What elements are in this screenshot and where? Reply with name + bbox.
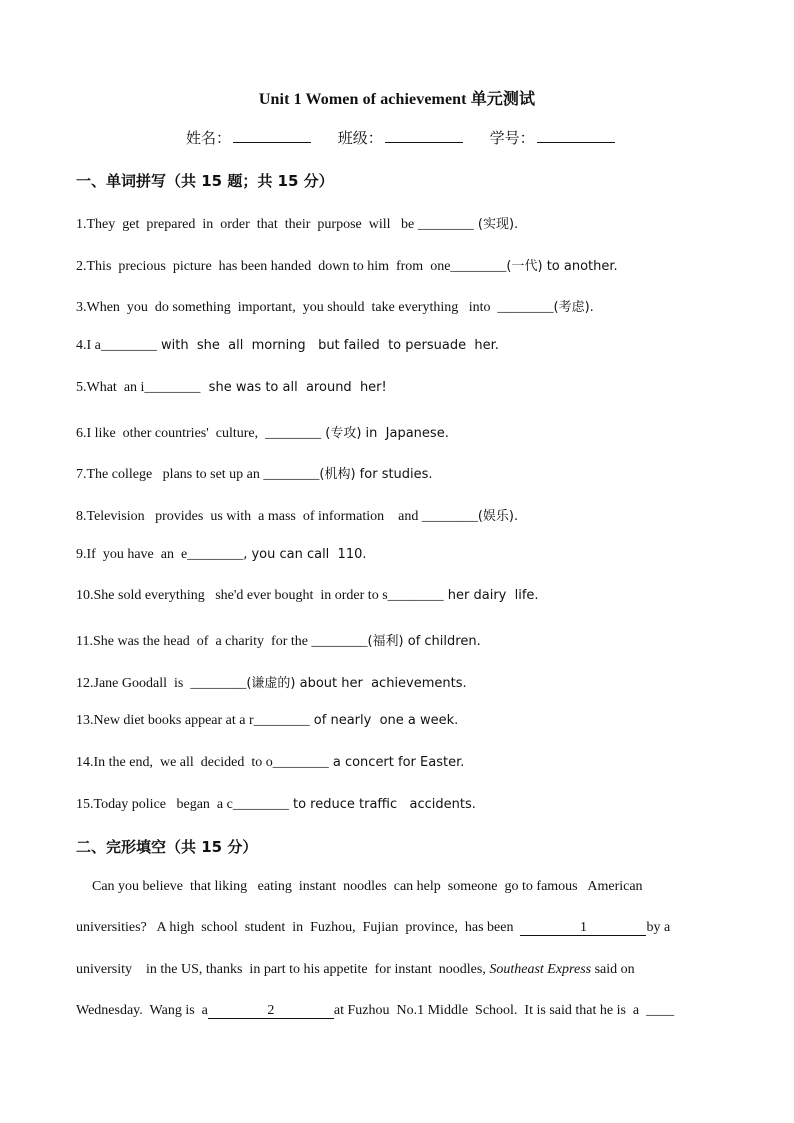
question-text: 15.Today police began a c <box>76 797 233 812</box>
passage-text: at Fuzhou No.1 Middle School. It is said that he is a ____ <box>333 1003 675 1018</box>
cloze-blank-1[interactable]: 1 <box>520 921 646 936</box>
answer-blank[interactable]: ________ <box>187 547 244 562</box>
answer-blank[interactable]: ________ <box>253 713 310 728</box>
question-text: 10.She sold everything she'd ever bought in order to s <box>76 588 388 603</box>
answer-blank[interactable]: ________ <box>265 426 322 441</box>
question-text: 8.Television provides us with a mass of information and <box>76 509 422 524</box>
id-label: 学号： <box>489 129 535 147</box>
question-text: 2.This precious picture has been handed down to him from one <box>76 259 451 274</box>
id-field[interactable] <box>490 127 615 148</box>
question-item <box>76 797 476 813</box>
class-label: 班级： <box>337 129 383 147</box>
question-hint: (娱乐). <box>477 509 519 524</box>
question-text: 3.When you do something important, you should take everything into <box>76 300 498 315</box>
question-item <box>76 630 481 650</box>
question-hint: of nearly one a week. <box>309 713 459 728</box>
question-item <box>76 672 467 692</box>
passage-text: Wednesday. Wang is a <box>76 1003 208 1018</box>
question-hint: with she all morning but failed to persuade her. <box>156 338 499 353</box>
question-hint: (机构) for studies. <box>319 467 433 482</box>
answer-blank[interactable]: ________ <box>421 509 478 524</box>
answer-blank[interactable]: ________ <box>272 755 329 770</box>
question-text: 6.I like other countries' culture, <box>76 426 266 441</box>
question-hint: (谦虚的) about her achievements. <box>246 676 467 691</box>
answer-blank[interactable]: ________ <box>450 259 507 274</box>
question-item <box>76 380 387 396</box>
passage-text: said on <box>591 962 635 977</box>
cloze-blank-2[interactable]: 2 <box>208 1004 334 1019</box>
section1-heading: 一、单词拼写（共 15 题；共 15 分） <box>76 172 334 190</box>
question-item <box>76 213 518 233</box>
question-item <box>76 713 458 729</box>
answer-blank[interactable]: ________ <box>311 634 368 649</box>
passage-line-1: Can you believe that liking eating instant noodles can help someone go to famous American <box>92 879 643 894</box>
question-item <box>76 588 539 604</box>
question-text: 1.They get prepared in order that their purpose will be <box>76 217 418 232</box>
answer-blank[interactable]: ________ <box>497 300 554 315</box>
question-text: 11.She was the head of a charity for the <box>76 634 312 649</box>
answer-blank[interactable]: ________ <box>190 676 247 691</box>
question-hint: (考虑). <box>553 300 594 315</box>
page-title: Unit 1 Women of achievement 单元测试 <box>258 91 536 108</box>
question-text: 13.New diet books appear at a r <box>76 713 254 728</box>
question-item <box>76 296 594 316</box>
question-text: 7.The college plans to set up an <box>76 467 264 482</box>
id-blank[interactable] <box>537 128 615 143</box>
name-blank[interactable] <box>233 128 311 143</box>
name-field[interactable] <box>186 127 311 148</box>
question-hint: a concert for Easter. <box>328 755 465 770</box>
passage-line-3 <box>76 962 718 978</box>
question-text: 14.In the end, we all decided to o <box>76 755 273 770</box>
answer-blank[interactable]: ________ <box>144 380 201 395</box>
question-hint: (实现). <box>473 217 519 232</box>
question-text: 12.Jane Goodall is <box>76 676 191 691</box>
question-text: 9.If you have an e <box>76 547 188 562</box>
question-item <box>76 255 618 275</box>
passage-line-2 <box>76 920 718 936</box>
question-hint: (专攻) in Japanese. <box>321 426 449 441</box>
answer-blank[interactable]: ________ <box>263 467 320 482</box>
answer-blank[interactable]: ________ <box>417 217 474 232</box>
question-item <box>76 755 464 771</box>
question-item <box>76 338 499 354</box>
passage-text: university in the US, thanks in part to his appetite for instant noodles, <box>76 962 490 977</box>
question-item <box>76 422 449 442</box>
question-hint: to reduce traffic accidents. <box>288 797 476 812</box>
question-item <box>76 463 433 483</box>
answer-blank[interactable]: ________ <box>100 338 157 353</box>
question-hint: , you can call 110. <box>243 547 367 562</box>
question-hint: (福利) of children. <box>367 634 481 649</box>
question-item <box>76 547 367 563</box>
question-text: 5.What an i <box>76 380 145 395</box>
passage-text: by a <box>646 920 671 935</box>
name-label: 姓名： <box>186 129 232 147</box>
question-hint: her dairy life. <box>443 588 539 603</box>
section2-heading: 二、完形填空（共 15 分） <box>76 838 258 856</box>
passage-line-4 <box>76 1003 718 1019</box>
newspaper-name: Southeast Express <box>489 962 592 977</box>
answer-blank[interactable]: ________ <box>232 797 289 812</box>
answer-blank[interactable]: ________ <box>387 588 444 603</box>
class-field[interactable] <box>338 127 463 148</box>
question-item <box>76 505 518 525</box>
student-info-row <box>186 127 626 148</box>
question-hint: (一代) to another. <box>506 259 618 274</box>
passage-text: universities? A high school student in Fuzhou, Fujian province, has been <box>76 920 521 935</box>
question-hint: she was to all around her! <box>200 380 387 395</box>
class-blank[interactable] <box>385 128 463 143</box>
question-text: 4.I a <box>76 338 101 353</box>
